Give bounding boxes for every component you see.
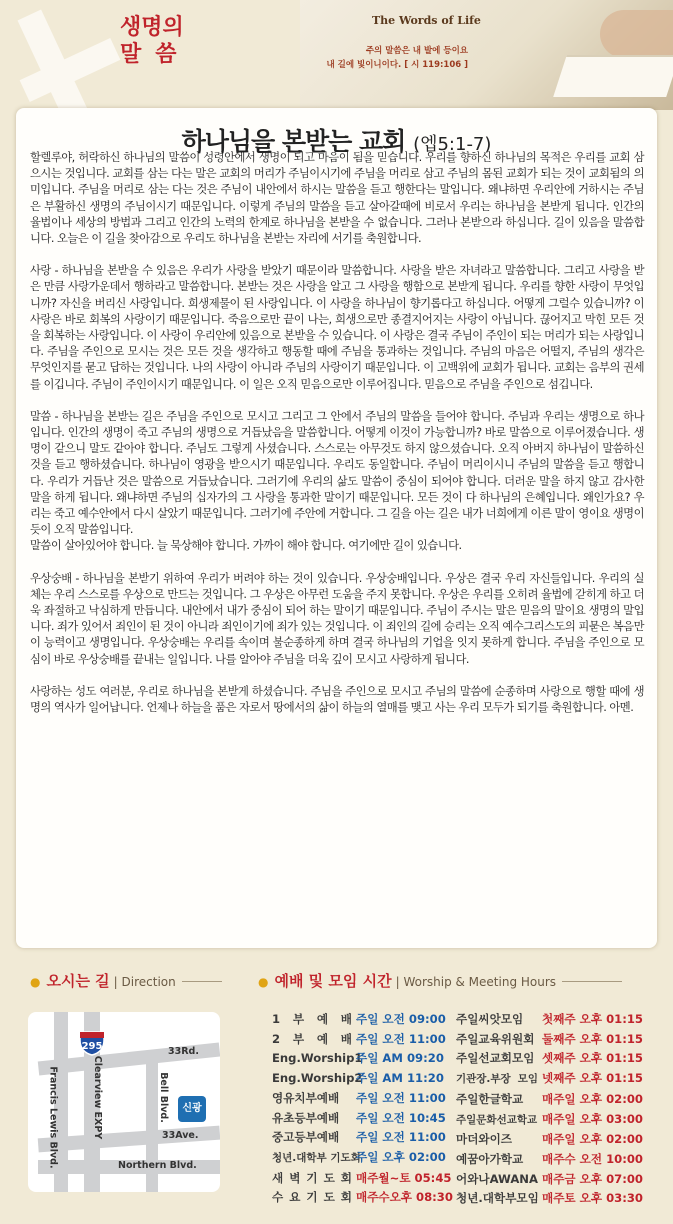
brand-line1: 생명의	[120, 14, 184, 40]
schedule-name: 주일한글학교	[456, 1091, 524, 1106]
direction-title: 오시는 길	[46, 972, 110, 990]
verse-line2: 내 길에 빛이니이다. [ 시 119:106 ]	[326, 60, 468, 70]
sermon-paragraph: 사랑 - 하나님을 본받을 수 있음은 우리가 사랑을 받았기 때문이라 말씀합니다. 사랑을 받은 자녀라고 말씀합니다. 그리고 사랑을 받은 만큼 사랑가운데서 행하라고 말씀합니다. 본받는 것은 사랑을 알고 그 사랑을 행함으로 본받게 됩니다. 우리를 향한 사랑이 무엇입니까? 자신을 버리신 사랑입니다. 희생제물이 된 사랑입니다. 이 사랑을 하나님이 향기롭다고 하십니다. 어떻게 그럴수 있습니까? 이 사랑은 바로 회복의 사랑이기 때문입니다. 죽음으로만 끝이 나는, 희생으로만 종결지어지는 사랑이 아닙니다. 끊어지고 막힌 모든 것을 회복하는 사랑입니다. 이 사랑이 우리안에 있음으로 본받을 수 있습니다. 이 사랑은 결국 주님이 주인이 되는 머리가 되는 사랑입니다. 주님을 주인으로 모시는 것은 모든 것을 생각하고 행동할 때에 주님을 통과하는 것입니다. 주님의 마음은 어떨지, 주님의 생각은 무엇인지를 묻고 답하는 것입니다. 나의 사랑이 아니라 주님의 사랑이기 때문입니다. 이 고백위에 교회가 됩니다. 교회는 음부의 권세를 이깁니다. 주님이 주인이시기 때문입니다. 이 일은 오직 믿음으로만 이루어집니다. 믿음으로 주님을 주인으로 섬깁니다.	[30, 264, 644, 391]
heading-rule	[562, 981, 622, 982]
schedule-row	[272, 1109, 453, 1129]
schedule-time: 주일 오전 09:00	[356, 1012, 446, 1026]
schedule-name: 1 부 예 배	[272, 1012, 352, 1026]
schedule-name: 기관장.부장 모임	[456, 1073, 538, 1086]
schedule-row	[456, 1130, 643, 1150]
schedule-time: 주일 AM 11:20	[356, 1071, 444, 1086]
schedule-right	[456, 1010, 643, 1209]
schedule-row	[456, 1150, 643, 1170]
heading-rule	[182, 981, 222, 982]
schedule-row	[272, 1188, 453, 1208]
label-francis-lewis: Francis Lewis Blvd.	[47, 1066, 59, 1169]
schedule-name: Eng.Worship1	[272, 1051, 363, 1066]
schedule-name: Eng.Worship2	[272, 1071, 363, 1086]
schedule-row	[456, 1189, 643, 1209]
schedule-left	[272, 1010, 453, 1208]
schedule-row	[456, 1069, 643, 1090]
brand-line2: 말씀	[120, 41, 191, 67]
schedule-name: 청년.대학부 기도회	[272, 1151, 361, 1164]
words-of-life: The Words of Life	[372, 14, 481, 27]
schedule-row	[456, 1049, 643, 1069]
schedule-name: 영유치부예배	[272, 1090, 340, 1105]
worship-heading	[258, 970, 622, 991]
schedule-time: 주일 오후 02:00	[356, 1149, 446, 1164]
schedule-time: 주일 오전 11:00	[356, 1031, 446, 1046]
road-bell	[146, 1052, 158, 1192]
header-verse	[300, 44, 468, 72]
schedule-name: 수 요 기 도 회	[272, 1190, 352, 1205]
schedule-row	[272, 1030, 453, 1050]
label-clearview: Clearview EXPY	[92, 1055, 104, 1140]
church-logo: 신광	[178, 1096, 206, 1122]
schedule-time: 주일 오전 11:00	[356, 1130, 446, 1145]
bullet-icon: ●	[258, 975, 269, 989]
schedule-time: 주일 AM 09:20	[356, 1051, 444, 1066]
schedule-row	[456, 1110, 643, 1131]
schedule-time: 주일 오전 10:45	[356, 1110, 446, 1125]
schedule-time: 첫째주 오후 01:15	[542, 1012, 643, 1026]
label-northern: Northern Blvd.	[118, 1160, 197, 1171]
sermon-title-text: 하나님을 본받는 교회	[181, 127, 406, 156]
schedule-time: 매주월~토 05:45	[356, 1170, 452, 1185]
schedule-time: 매주일 오후 02:00	[542, 1091, 643, 1106]
schedule-row	[272, 1049, 453, 1069]
brand-title	[120, 14, 210, 68]
sermon-paragraph: 할렐루야, 허락하신 하나님의 말씀이 성령안에서 생명이 되고 마음이 됨을 믿습니다. 우리를 향하신 하나님의 목적은 우리를 교회 삼으시는 것입니다. 교회를 삼는 다는 말은 교회의 머리가 주님이시기에 주님을 머리로 삼고 주님의 몸된 교회가 되는 것이 교회됨의 의미입니다. 주님을 머리로 삼는 다는 것은 주님이 내안에서 하시는 말씀을 듣고 행한다는 말입니다. 왜냐하면 우리안에 거하시는 주님은 부활하신 생명의 주님이시기 때문입니다. 이렇게 주님의 말씀을 듣고 살아갈때에 비로서 우리는 하나님을 본받게 됩니다. 인간의 율법이나 세상의 방법과 그리고 인간의 노력의 한계로 하나님을 본받을 수 없습니다. 그러나 본받으라 하십니다. 길이 있음을 말씀합니다. 오늘은 이 길을 찾아감으로 우리도 하나님을 본받는 자리에 서기를 축원합니다.	[30, 151, 644, 246]
schedule-name: 중고등부예배	[272, 1130, 340, 1145]
schedule-name: 어와나AWANA	[456, 1171, 538, 1186]
bullet-icon: ●	[30, 975, 41, 989]
schedule-row	[456, 1030, 643, 1050]
schedule-row	[272, 1069, 453, 1089]
schedule-row	[456, 1090, 643, 1110]
schedule-time: 셋째주 오후 01:15	[542, 1051, 643, 1066]
schedule-time: 넷째주 오후 01:15	[542, 1071, 643, 1086]
schedule-time: 매주토 오후 03:30	[542, 1191, 643, 1206]
schedule-name: 주일문화선교학교	[456, 1113, 538, 1126]
schedule-row	[272, 1169, 453, 1189]
label-33rd: 33Rd.	[168, 1046, 199, 1057]
schedule-row	[456, 1010, 643, 1030]
verse-line1: 주의 말씀은 내 발에 등이요	[365, 46, 468, 56]
schedule-row	[272, 1128, 453, 1148]
praying-hands-image	[600, 10, 673, 58]
bible-image	[553, 55, 673, 97]
schedule-name: 청년.대학부모임	[456, 1191, 539, 1206]
schedule-name: 새 벽 기 도 회	[272, 1170, 352, 1185]
interstate-number: 295	[81, 1041, 103, 1052]
schedule-row	[272, 1089, 453, 1109]
label-33ave: 33Ave.	[162, 1130, 199, 1141]
schedule-time: 매주수오후 08:30	[356, 1190, 453, 1205]
schedule-row	[456, 1170, 643, 1190]
worship-title: 예배 및 모임 시간	[274, 972, 392, 990]
schedule-time: 매주금 오후 07:00	[542, 1171, 643, 1186]
schedule-row	[272, 1010, 453, 1030]
direction-heading	[30, 970, 222, 991]
schedule-row	[272, 1148, 453, 1169]
sermon-reference: (엡5:1-7)	[413, 134, 492, 155]
sermon-paragraph: 우상숭배 - 하나님을 본받기 위하여 우리가 버려야 하는 것이 있습니다. 우상숭배입니다. 우상은 결국 우리 자신들입니다. 우리의 실체는 우리 스스로를 우상으로 만드는 것입니다. 그 우상은 아무런 도움을 주지 못합니다. 우상은 우리를 오히려 율법에 갇히게 하고 더욱 좌절하고 낙심하게 만듭니다. 내안에서 내가 중심이 되어 하는 말이기 때문입니다. 주님이 주시는 말은 믿음의 말이요 생명의 말입니다. 죄가 있어서 죄인이 된 것이 아니라 죄인이기에 죄가 있는 것입니다. 이 죄인의 길에 승리는 오직 예수그리스도의 피묻은 복음만이 능력이고 생명입니다. 우상숭배는 우리를 속이며 불순종하게 하며 결국 하나님의 기업을 잇지 못하게 합니다. 주님을 주인으로 모심이 바로 우상숭배를 끝내는 일입니다. 나를 알아야 주님을 더욱 깊이 모시고 사랑하게 됩니다.	[30, 571, 644, 666]
worship-title-en: | Worship & Meeting Hours	[395, 975, 557, 989]
schedule-time: 매주수 오전 10:00	[542, 1151, 643, 1166]
sermon-paragraph: 말씀 - 하나님을 본받는 길은 주님을 주인으로 모시고 그리고 그 안에서 주님의 말씀을 들어야 합니다. 주님과 우리는 생명으로 하나입니다. 인간의 생명이 죽고 주님의 생명으로 거듭났음을 말씀합니다. 어떻게 이것이 가능합니까? 바로 말씀으로 이루어졌습니다. 생명이 같으니 말도 같아야 합니다. 주님도 그렇게 사셨습니다. 스스로는 아무것도 하지 않으셨습니다. 오직 아버지 하나님이 말씀하신 것을 듣고 행하셨습니다. 하나님이 영광을 받으시기 때문입니다. 우리도 동일합니다. 주님이 머리이시니 주님의 말씀을 듣고 행합니다. 우리가 거듭난 것은 말씀으로 거듭났습니다. 그러기에 우리의 삶도 말씀이 중심이 되어야 합니다. 더러운 말을 하지 않고 감사한 말을 하게 됩니다. 왜냐하면 주님의 십자가의 그 사랑을 통과한 말이기 때문입니다. 모든 것이 다 하나님의 은혜입니다. 왜인가요? 우리는 죽고 예수안에서 다시 살았기 때문입니다. 그러기에 주안에 거합니다. 그 길을 아는 길은 내가 너희에게 이른 말이 영이요 생명이듯이 오직 말씀입니다. 말씀이 살아있어야 합니다. 늘 묵상해야 합니다. 가까이 해야 합니다. 여기에만 길이 있습니다.	[30, 409, 644, 553]
schedule-name: 유초등부예배	[272, 1110, 340, 1125]
schedule-time: 매주일 오후 03:00	[542, 1111, 643, 1126]
schedule-name: 주일씨앗모임	[456, 1012, 524, 1026]
sermon-body	[30, 150, 644, 732]
schedule-name: 주일선교회모임	[456, 1051, 535, 1066]
interstate-shield-icon	[78, 1030, 106, 1056]
schedule-time: 둘째주 오후 01:15	[542, 1031, 643, 1046]
schedule-name: 2 부 예 배	[272, 1031, 352, 1046]
schedule-name: 주일교육위원회	[456, 1031, 535, 1046]
direction-title-en: | Direction	[113, 975, 176, 989]
schedule-name: 마더와이즈	[456, 1132, 512, 1147]
label-bell: Bell Blvd.	[157, 1072, 169, 1123]
schedule-time: 매주일 오후 02:00	[542, 1132, 643, 1147]
sermon-paragraph: 사랑하는 성도 여러분, 우리로 하나님을 본받게 하셨습니다. 주님을 주인으로 모시고 주님의 말씀에 순종하며 사랑으로 행할 때에 생명의 역사가 일어납니다. 언제나 하늘을 품은 자로서 땅에서의 삶이 하늘의 열매를 맺고 사는 우리 모두가 되기를 축원합니다. 아멘.	[30, 684, 644, 715]
schedule-time: 주일 오전 11:00	[356, 1090, 446, 1105]
schedule-name: 예꿈아가학교	[456, 1151, 524, 1166]
